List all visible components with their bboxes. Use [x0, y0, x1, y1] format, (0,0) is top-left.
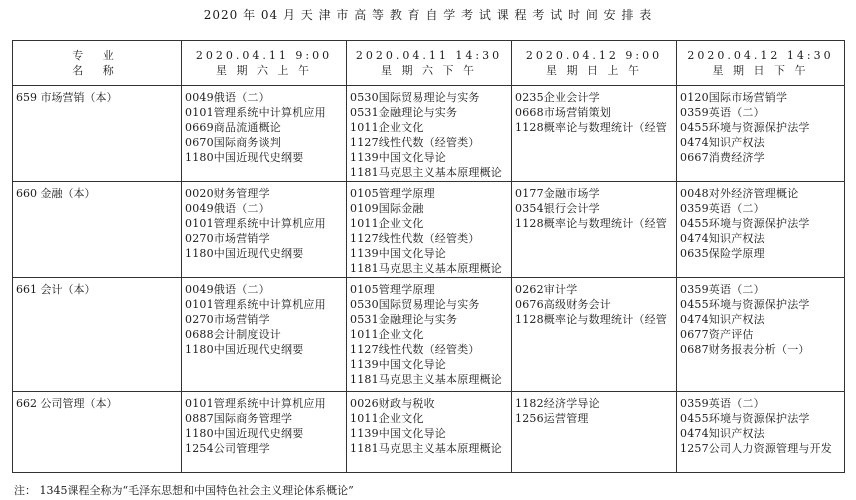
session-cell: [347, 392, 512, 473]
session-cell: [512, 278, 677, 392]
course-entry: 0105管理学原理: [350, 283, 435, 296]
major-cell: [13, 182, 182, 278]
session-header-4: [677, 41, 845, 86]
course-entry: 0026财政与税收: [350, 397, 435, 410]
major-cell: [13, 278, 182, 392]
course-entry: 1181马克思主义基本原理概论: [350, 166, 502, 179]
course-entry: 0101管理系统中计算机应用: [185, 298, 326, 311]
session-label: 星 期 六 下 午: [381, 64, 477, 77]
course-entry: 1180中国近现代史纲要: [185, 151, 304, 164]
course-entry: 1127线性代数（经管类）: [350, 232, 480, 245]
exam-schedule-table: [12, 40, 845, 473]
course-entry: 1128概率论与数理统计（经管: [515, 313, 667, 326]
course-entry: 0262审计学: [515, 283, 578, 296]
course-entry: 1256运营管理: [515, 412, 589, 425]
course-entry: 0670国际商务谈判: [185, 136, 281, 149]
footnote: 注： 1345课程全称为“毛泽东思想和中国特色社会主义理论体系概论”: [14, 484, 354, 497]
page-title: 2020 年 04 月 天 津 市 高 等 教 育 自 学 考 试 课 程 考 试 时 间 安 排 表: [203, 8, 653, 22]
session-cell: [182, 392, 347, 473]
course-entry: 1139中国文化导论: [350, 427, 446, 440]
course-entry: 1181马克思主义基本原理概论: [350, 442, 502, 455]
major-cell: [13, 86, 182, 182]
course-entry: 0020财务管理学: [185, 187, 270, 200]
course-entry: 0668市场营销策划: [515, 106, 611, 119]
course-entry: 1127线性代数（经管类）: [350, 136, 480, 149]
major-header-line1: 专 业: [72, 49, 122, 62]
course-entry: 1127线性代数（经管类）: [350, 343, 480, 356]
session-cell: [512, 392, 677, 473]
course-entry: 0048对外经济管理概论: [680, 187, 799, 200]
table-row: [13, 278, 845, 392]
course-entry: 0676高级财务会计: [515, 298, 611, 311]
session-cell: [182, 86, 347, 182]
course-entry: 0887国际商务管理学: [185, 412, 293, 425]
major-name: 661 会计（本）: [16, 283, 96, 296]
course-entry: 1011企业文化: [350, 412, 424, 425]
session-date: 2020.04.12 9:00: [525, 49, 663, 62]
course-entry: 0474知识产权法: [680, 427, 765, 440]
major-column-header: [13, 41, 182, 86]
table-row: [13, 392, 845, 473]
course-entry: 0359英语（二）: [680, 106, 765, 119]
course-entry: 0531金融理论与实务: [350, 106, 458, 119]
session-cell: [677, 278, 845, 392]
session-cell: [182, 278, 347, 392]
course-entry: 1128概率论与数理统计（经管: [515, 217, 667, 230]
course-entry: 1011企业文化: [350, 121, 424, 134]
course-entry: 0531金融理论与实务: [350, 313, 458, 326]
course-entry: 0455环境与资源保护法学: [680, 298, 810, 311]
course-entry: 1128概率论与数理统计（经管: [515, 121, 667, 134]
course-entry: 1181马克思主义基本原理概论: [350, 262, 502, 275]
session-header-1: [182, 41, 347, 86]
course-entry: 0354银行会计学: [515, 202, 600, 215]
course-entry: 0474知识产权法: [680, 313, 765, 326]
course-entry: 0359英语（二）: [680, 397, 765, 410]
major-name: 659 市场营销（本）: [16, 91, 118, 104]
session-cell: [512, 182, 677, 278]
course-entry: 0687财务报表分析（一）: [680, 343, 810, 356]
course-entry: 1257公司人力资源管理与开发: [680, 442, 832, 455]
course-entry: 0455环境与资源保护法学: [680, 412, 810, 425]
course-entry: 0049俄语（二）: [185, 202, 270, 215]
course-entry: 0359英语（二）: [680, 202, 765, 215]
course-entry: 0635保险学原理: [680, 247, 765, 260]
major-name: 660 金融（本）: [16, 187, 96, 200]
course-entry: 0270市场营销学: [185, 232, 270, 245]
course-entry: 0270市场营销学: [185, 313, 270, 326]
table-row: [13, 86, 845, 182]
course-entry: 1180中国近现代史纲要: [185, 427, 304, 440]
major-header-line2: 名 称: [72, 64, 122, 77]
course-entry: 1139中国文化导论: [350, 247, 446, 260]
course-entry: 0688会计制度设计: [185, 328, 281, 341]
session-header-2: [347, 41, 512, 86]
course-entry: 1181马克思主义基本原理概论: [350, 373, 502, 386]
course-entry: 0669商品流通概论: [185, 121, 281, 134]
course-entry: 0049俄语（二）: [185, 91, 270, 104]
course-entry: 0235企业会计学: [515, 91, 600, 104]
course-entry: 0359英语（二）: [680, 283, 765, 296]
course-entry: 0120国际市场营销学: [680, 91, 788, 104]
course-entry: 1139中国文化导论: [350, 151, 446, 164]
session-cell: [347, 86, 512, 182]
course-entry: 1180中国近现代史纲要: [185, 247, 304, 260]
header-row: [13, 41, 845, 86]
table-row: [13, 182, 845, 278]
session-cell: [347, 278, 512, 392]
course-entry: 1139中国文化导论: [350, 358, 446, 371]
session-header-3: [512, 41, 677, 86]
course-entry: 0667消费经济学: [680, 151, 765, 164]
course-entry: 0101管理系统中计算机应用: [185, 217, 326, 230]
course-entry: 0101管理系统中计算机应用: [185, 397, 326, 410]
course-entry: 0049俄语（二）: [185, 283, 270, 296]
major-name: 662 公司管理（本）: [16, 397, 118, 410]
course-entry: 0530国际贸易理论与实务: [350, 298, 480, 311]
session-cell: [677, 392, 845, 473]
course-entry: 0177金融市场学: [515, 187, 600, 200]
course-entry: 1180中国近现代史纲要: [185, 343, 304, 356]
session-cell: [347, 182, 512, 278]
course-entry: 1254公司管理学: [185, 442, 270, 455]
course-entry: 0455环境与资源保护法学: [680, 217, 810, 230]
session-label: 星 期 日 下 午: [712, 64, 809, 77]
session-date: 2020.04.11 14:30: [355, 49, 503, 62]
session-label: 星 期 日 上 午: [546, 64, 642, 77]
course-entry: 0474知识产权法: [680, 232, 765, 245]
course-entry: 1011企业文化: [350, 217, 424, 230]
course-entry: 0530国际贸易理论与实务: [350, 91, 480, 104]
session-cell: [182, 182, 347, 278]
course-entry: 1011企业文化: [350, 328, 424, 341]
course-entry: 1182经济学导论: [515, 397, 600, 410]
session-cell: [677, 182, 845, 278]
session-label: 星 期 六 上 午: [216, 64, 312, 77]
session-cell: [677, 86, 845, 182]
session-cell: [512, 86, 677, 182]
course-entry: 0109国际金融: [350, 202, 424, 215]
major-cell: [13, 392, 182, 473]
session-date: 2020.04.12 14:30: [687, 49, 834, 62]
course-entry: 0101管理系统中计算机应用: [185, 106, 326, 119]
course-entry: 0474知识产权法: [680, 136, 765, 149]
course-entry: 0455环境与资源保护法学: [680, 121, 810, 134]
session-date: 2020.04.11 9:00: [195, 49, 333, 62]
course-entry: 0677资产评估: [680, 328, 754, 341]
course-entry: 0105管理学原理: [350, 187, 435, 200]
